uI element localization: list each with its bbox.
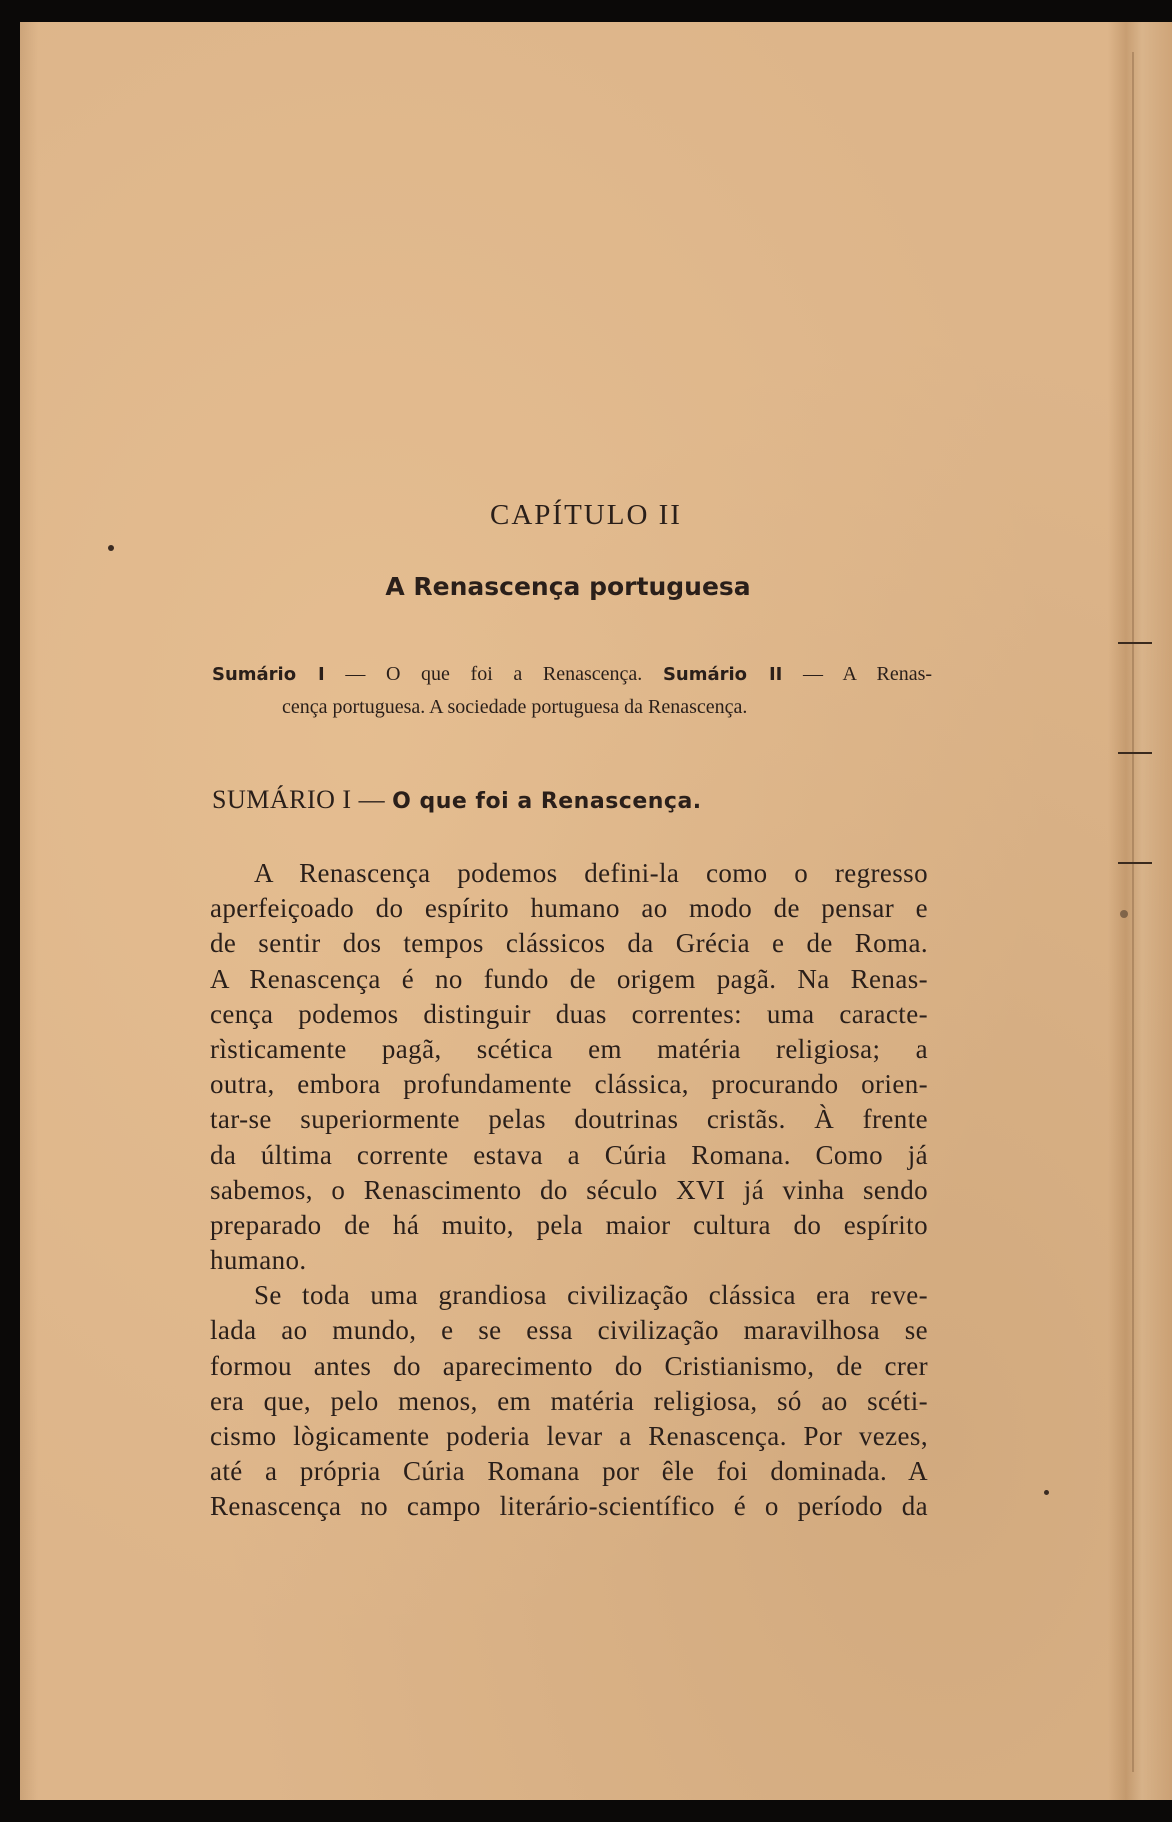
paragraph-1-line: cença podemos distinguir duas correntes: uma caracte- — [210, 998, 928, 1029]
paragraph-1-line: rìsticamente pagã, scética em matéria religiosa; a — [210, 1033, 928, 1064]
chapter-title: A Renascença portuguesa — [385, 572, 751, 601]
summary-line-2: cença portuguesa. A sociedade portuguesa da Renascença. — [282, 696, 748, 718]
page-fold-line — [1132, 52, 1134, 1772]
fold-mark — [1118, 862, 1152, 864]
paragraph-1-line: de sentir dos tempos clássicos da Grécia e de Roma. — [210, 928, 928, 959]
summary-label-1: Sumário I — [212, 664, 325, 685]
ink-speck — [108, 545, 114, 551]
paragraph-1-line: tar-se superiormente pelas doutrinas cristãs. À frente — [210, 1104, 928, 1135]
paragraph-2-line: Se toda uma grandiosa civilização clássica era reve- — [254, 1280, 928, 1311]
summary-line-1 — [212, 658, 932, 691]
chapter-heading: CAPÍTULO II — [490, 499, 682, 531]
paragraph-2-line: até a própria Cúria Romana por êle foi dominada. A — [210, 1456, 928, 1487]
ink-speck — [1120, 910, 1128, 918]
paragraph-1-line: da última corrente estava a Cúria Romana. Como já — [210, 1139, 928, 1170]
page-fold-shadow — [1108, 22, 1172, 1800]
fold-mark — [1118, 752, 1152, 754]
paragraph-2-line: Renascença no campo literário-scientífico é o período da — [210, 1491, 928, 1522]
summary-item-2-start: — A Renas- — [802, 663, 933, 685]
paragraph-2-line: formou antes do aparecimento do Cristianismo, de crer — [210, 1350, 928, 1381]
paragraph-1-line: outra, embora profundamente clássica, procurando orien- — [210, 1069, 928, 1100]
paragraph-2-line: era que, pelo menos, em matéria religiosa, só ao scéti- — [210, 1385, 928, 1416]
fold-mark — [1118, 642, 1152, 644]
paragraph-1-line: aperfeiçoado do espírito humano ao modo de pensar e — [210, 893, 928, 924]
body-text — [210, 856, 928, 1525]
paragraph-1-line: preparado de há muito, pela maior cultura do espírito — [210, 1209, 928, 1240]
section-heading — [212, 785, 702, 815]
paragraph-2-line: cismo lògicamente poderia levar a Renascença. Por vezes, — [210, 1421, 928, 1451]
chapter-summary — [212, 658, 932, 723]
paragraph-1-line: sabemos, o Renascimento do século XVI já vinha sendo — [210, 1174, 928, 1205]
paragraph-2-line: lada ao mundo, e se essa civilização maravilhosa se — [210, 1315, 928, 1346]
ink-speck — [1044, 1490, 1049, 1495]
paragraph-1-line: humano. — [210, 1245, 307, 1276]
summary-label-2: Sumário II — [662, 664, 783, 685]
section-title: O que foi a Renascença. — [392, 789, 702, 814]
summary-item-1: — O que foi a Renascença. — [345, 663, 643, 685]
paragraph-1-line: A Renascença é no fundo de origem pagã. Na Renas- — [210, 963, 928, 994]
paragraph-1-line: A Renascença podemos defini-la como o regresso — [254, 858, 928, 888]
section-prefix: SUMÁRIO I — — [212, 785, 386, 814]
